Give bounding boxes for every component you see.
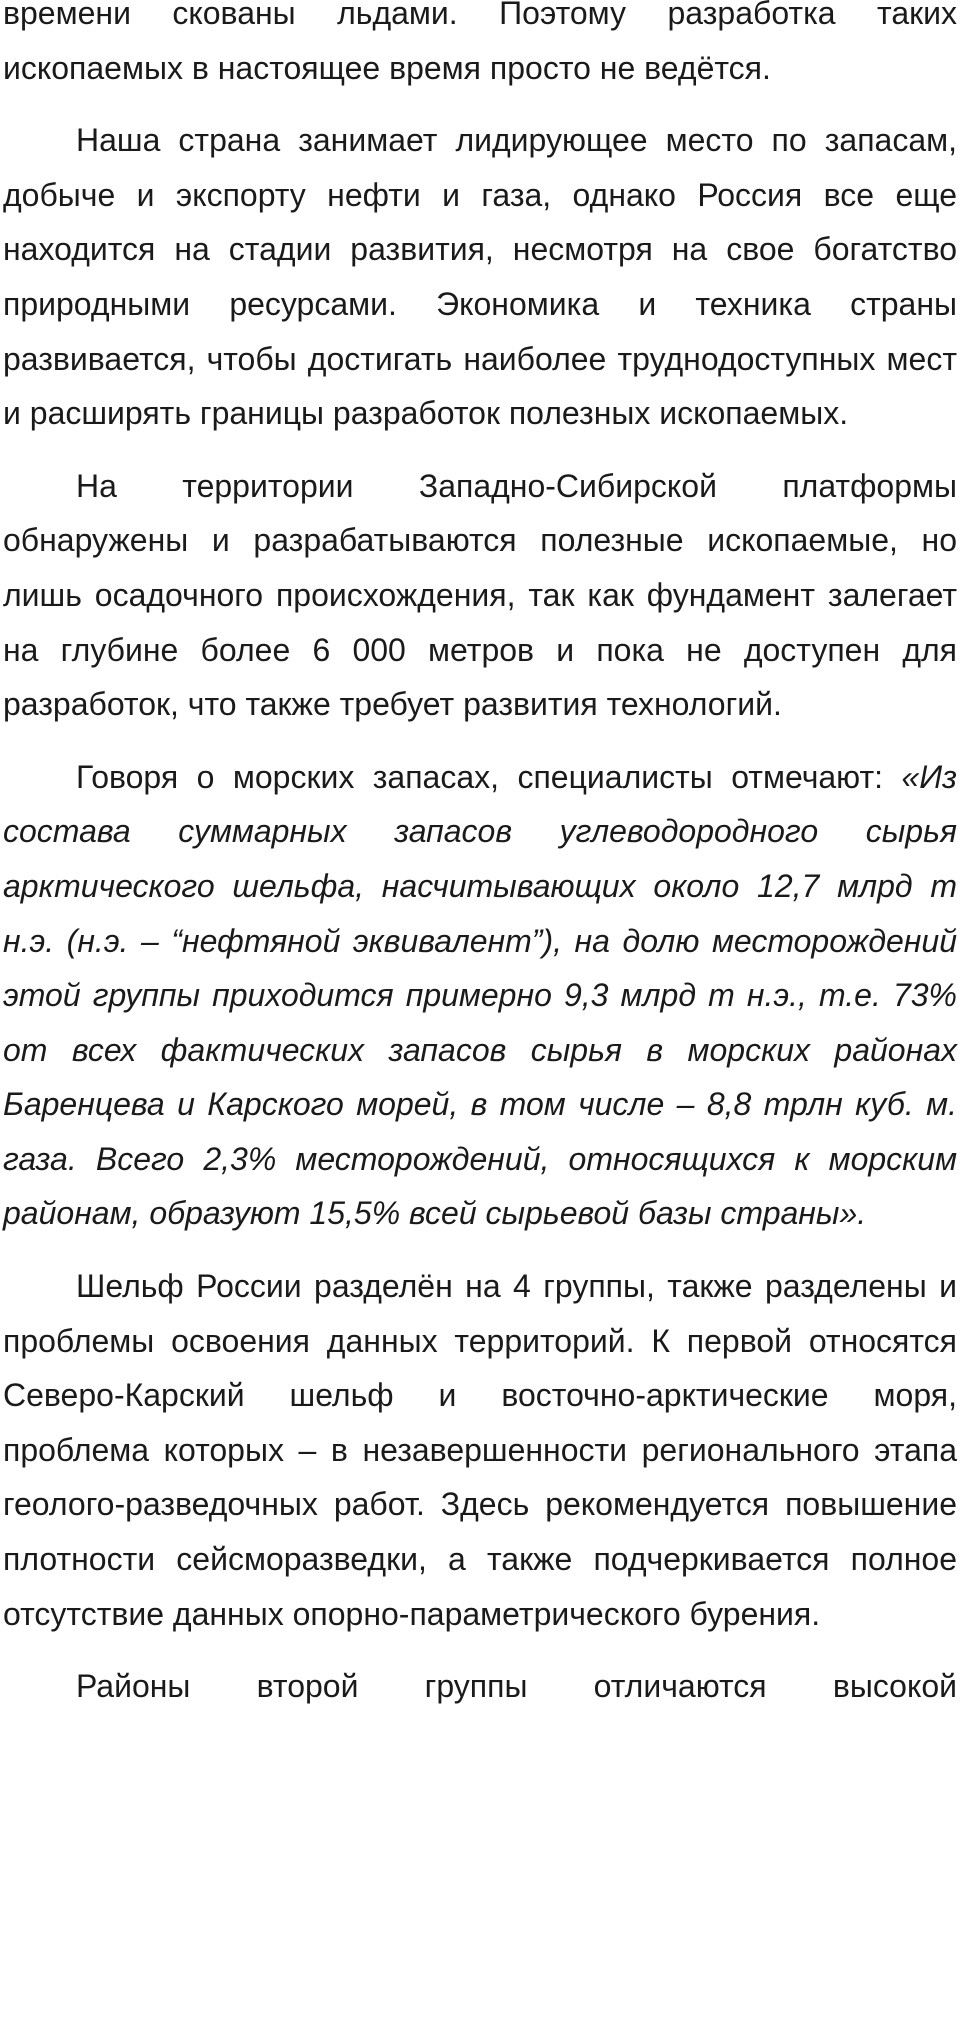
paragraph-russia-leadership: Наша страна занимает лидирующее место по запасам, добыче и экспорту нефти и газа, однако Россия все еще находится на стадии развития, несмотря на свое богатство природными ресурсами. Экономика и техника страны развивается, чтобы достигать наиболее труднодоступных мест и расширять границы разработок полезных ископаемых. bbox=[3, 122, 957, 432]
paragraph-marine-reserves bbox=[0, 750, 960, 1241]
paragraph-west-siberian-platform: На территории Западно-Сибирской платформы обнаружены и разрабатываются полезные ископаемые, но лишь осадочного происхождения, так как фундамент залегает на глубине более 6 000 метров и пока не доступен для разработок, что также требует развития технологий. bbox=[3, 467, 957, 723]
marine-reserves-quote: «Из состава суммарных запасов углеводородного сырья арктического шельфа, насчитывающих около 12,7 млрд т н.э. (н.э. – “нефтяной эквивалент”), на долю месторождений этой группы приходится примерно 9,3 млрд т н.э., т.е. 73% от всех фактических запасов сырья в морских районах Баренцева и Карского морей, в том числе – 8,8 трлн куб. м. газа. Всего 2,3% месторождений, относящихся к морским районам, образуют 15,5% всей сырьевой базы страны». bbox=[3, 758, 957, 1232]
paragraph-shelf-groups: Шельф России разделён на 4 группы, также разделены и проблемы освоения данных территорий. К первой относятся Северо-Карский шельф и восточно-арктические моря, проблема которых – в незавершенности регионального этапа геолого-разведочных работ. Здесь рекомендуется повышение плотности сейсморазведки, а также подчеркивается полное отсутствие данных опорно-параметрического бурения. bbox=[3, 1268, 957, 1632]
marine-reserves-lead-text: Говоря о морских запасах, специалисты отмечают: bbox=[76, 758, 902, 795]
paragraph-ice-bound-deposits: времени скованы льдами. Поэтому разработка таких ископаемых в настоящее время просто не ведётся. bbox=[3, 0, 957, 86]
paragraph-second-group: Районы второй группы отличаются высокой bbox=[76, 1668, 957, 1705]
